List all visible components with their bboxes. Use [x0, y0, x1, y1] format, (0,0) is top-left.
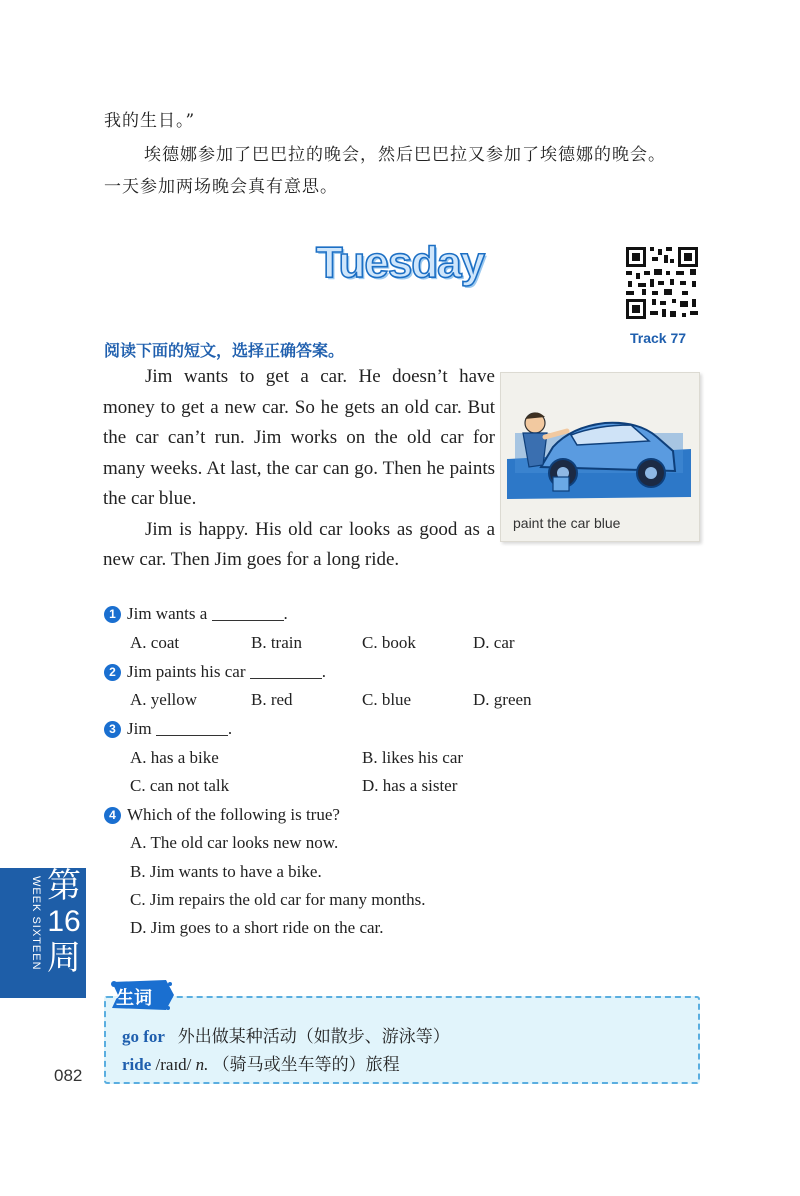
question-4 [104, 805, 340, 825]
vocabulary-box [104, 996, 700, 1084]
question-stem: Jim wants a [127, 604, 208, 623]
week-english-label: WEEK SIXTEEN [30, 876, 42, 971]
track-label: Track 77 [630, 330, 687, 346]
question-number-badge: 2 [104, 664, 121, 681]
question-number-badge: 4 [104, 807, 121, 824]
option[interactable]: B. red [251, 690, 293, 709]
question-3: 3 Jim . [104, 719, 232, 739]
answer-blank[interactable] [212, 606, 284, 621]
page-number: 082 [54, 1066, 83, 1085]
vocab-definition: 外出做某种活动（如散步、游泳等） [177, 1027, 450, 1046]
option[interactable]: A. yellow [130, 690, 198, 709]
qr-code-icon[interactable] [624, 245, 700, 321]
vocab-definition: （骑马或坐车等的）旅程 [212, 1055, 400, 1074]
answer-blank[interactable] [250, 664, 322, 679]
question-stem: Which of the following is true? [127, 805, 340, 824]
question-1: 1 Jim wants a . [104, 604, 288, 624]
option[interactable]: C. blue [362, 690, 412, 709]
answer-blank[interactable] [156, 721, 228, 736]
vocab-pos: n. [195, 1055, 209, 1074]
vocab-item [122, 1022, 450, 1047]
vocab-item [122, 1050, 400, 1075]
illustration-caption: paint the car blue [513, 515, 621, 531]
question-2: 2 Jim paints his car . [104, 662, 326, 682]
option[interactable]: A. The old car looks new now. [130, 833, 339, 852]
vocab-badge-label: 生词 [116, 988, 152, 1009]
option[interactable]: C. Jim repairs the old car for many months. [130, 890, 426, 909]
question-stem: Jim [127, 719, 152, 738]
week-side-tab [0, 868, 86, 998]
option[interactable]: C. book [362, 633, 416, 652]
illustration [500, 372, 700, 542]
vocab-term: go for [122, 1027, 165, 1046]
intro-line-1: 我的生日。” [104, 111, 196, 131]
car-painting-illustration [501, 373, 699, 513]
option[interactable]: C. can not talk [130, 776, 230, 795]
reading-passage [103, 362, 495, 576]
option[interactable]: D. Jim goes to a short ride on the car. [130, 918, 384, 937]
question-stem: Jim paints his car [127, 662, 246, 681]
option[interactable]: B. likes his car [362, 748, 464, 767]
vocab-phonetic: /raɪd/ [155, 1055, 192, 1074]
day-title: Tuesday [315, 238, 485, 287]
option[interactable]: D. has a sister [362, 776, 458, 795]
week-chinese-label: 第 16 周 [47, 867, 81, 977]
option[interactable]: D. green [473, 690, 532, 709]
instruction: 阅读下面的短文，选择正确答案。 [104, 341, 345, 360]
question-number-badge: 1 [104, 606, 121, 623]
intro-line-2: 埃德娜参加了巴巴拉的晚会，然后巴巴拉又参加了埃德娜的晚会。 [144, 145, 666, 165]
passage-paragraph-2: Jim is happy. His old car looks as good as a new car. Then Jim goes for a long ride. [103, 518, 495, 570]
option[interactable]: B. train [251, 633, 302, 652]
option[interactable]: A. coat [130, 633, 180, 652]
option[interactable]: D. car [473, 633, 515, 652]
option[interactable]: B. Jim wants to have a bike. [130, 862, 322, 881]
vocab-term: ride [122, 1055, 152, 1074]
intro-line-3: 一天参加两场晚会真有意思。 [104, 177, 338, 197]
passage-paragraph-1: Jim wants to get a car. He doesn’t have money to get a new car. So he gets an old car. But the car can’t run. Jim works on the old car for many weeks. At last, the car can go. Then he paints the car blue. [103, 366, 495, 509]
option[interactable]: A. has a bike [130, 748, 219, 767]
question-number-badge: 3 [104, 721, 121, 738]
